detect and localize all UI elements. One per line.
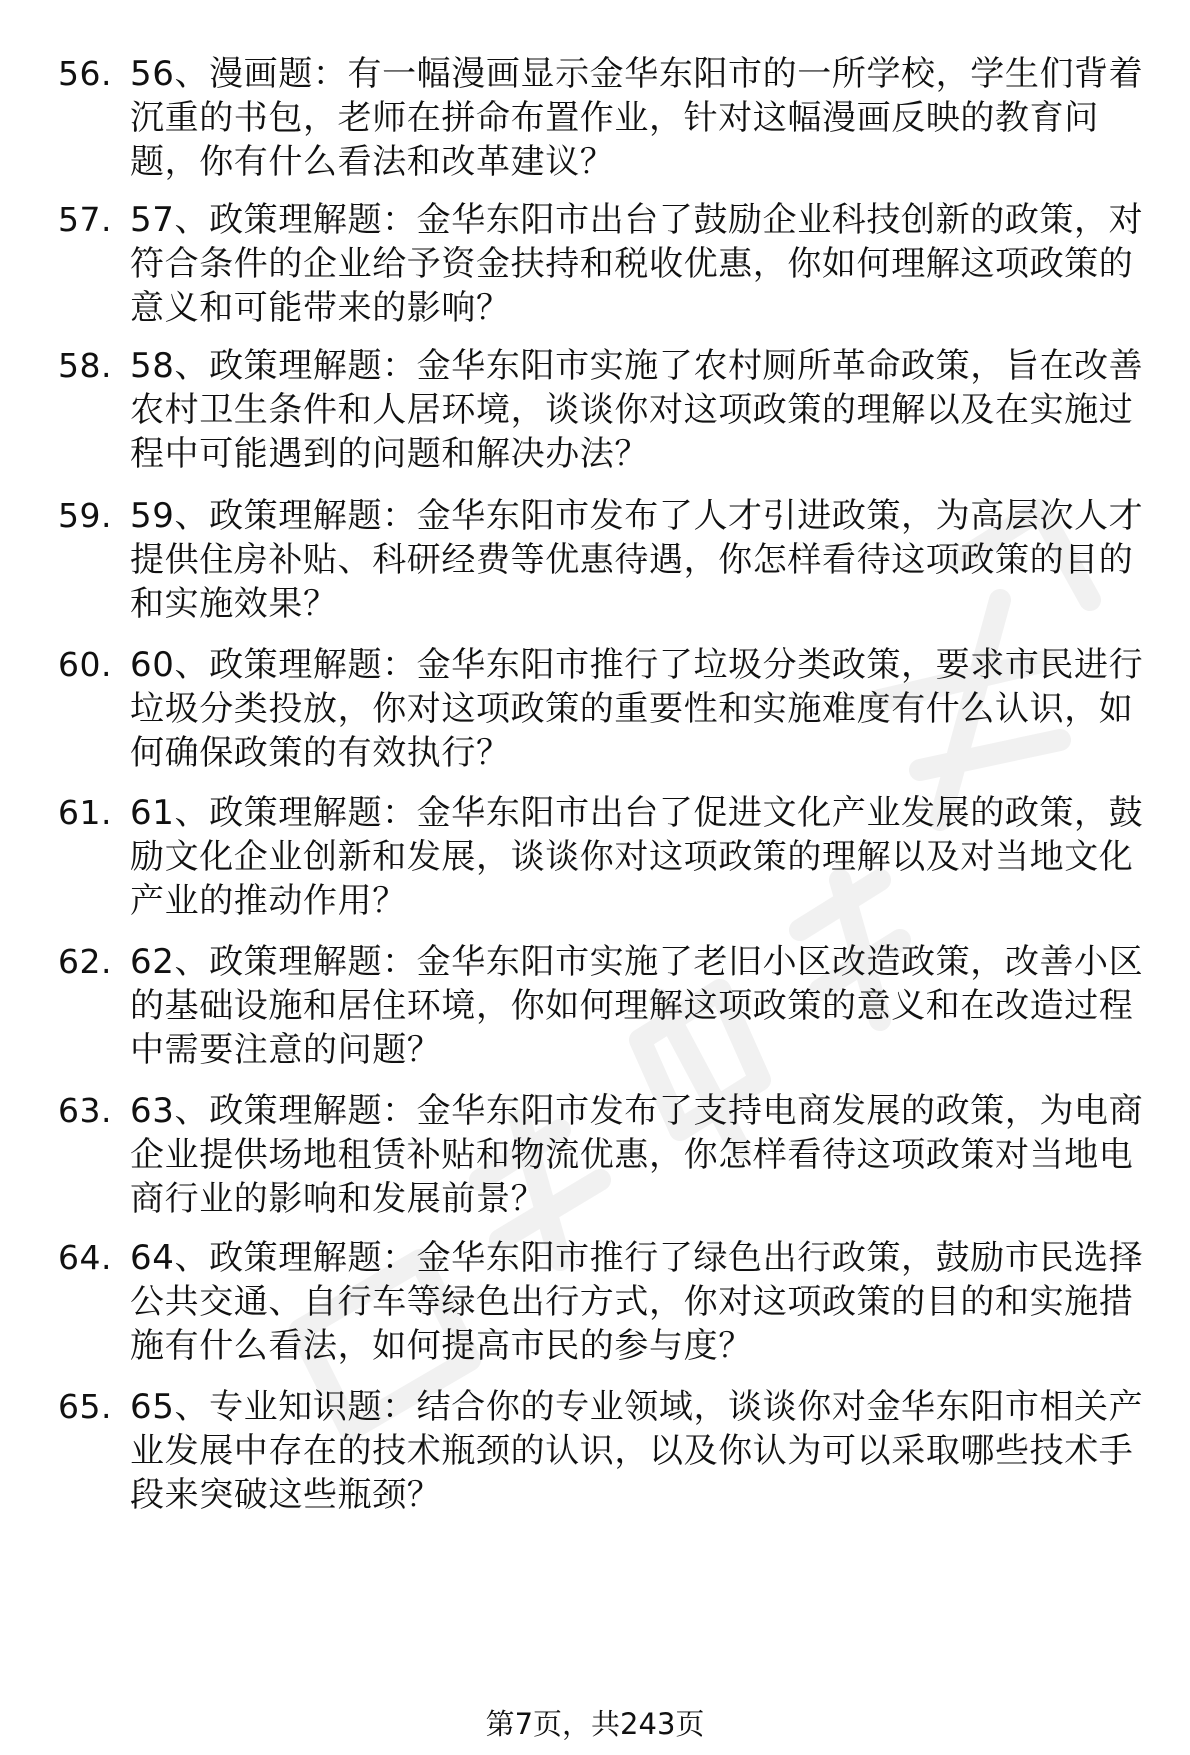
question-number: 59. (58, 496, 112, 535)
question-text: 61、政策理解题：金华东阳市出台了促进文化产业发展的政策，鼓励文化企业创新和发展，谈谈你对这项政策的理解以及对当地文化产业的推动作用？ (130, 793, 1144, 921)
question-number: 65. (58, 1387, 112, 1426)
question-number: 58. (58, 346, 112, 385)
question-text: 56、漫画题：有一幅漫画显示金华东阳市的一所学校，学生们背着沉重的书包，老师在拼命布置作业，针对这幅漫画反映的教育问题，你有什么看法和改革建议？ (130, 54, 1144, 182)
question-text: 62、政策理解题：金华东阳市实施了老旧小区改造政策，改善小区的基础设施和居住环境，你如何理解这项政策的意义和在改造过程中需要注意的问题？ (130, 942, 1144, 1070)
question-number: 56. (58, 54, 112, 93)
question-text: 60、政策理解题：金华东阳市推行了垃圾分类政策，要求市民进行垃圾分类投放，你对这项政策的重要性和实施难度有什么认识，如何确保政策的有效执行？ (130, 645, 1144, 773)
question-number: 57. (58, 200, 112, 239)
question-text: 63、政策理解题：金华东阳市发布了支持电商发展的政策，为电商企业提供场地租赁补贴和物流优惠，你怎样看待这项政策对当地电商行业的影响和发展前景？ (130, 1091, 1144, 1219)
question-number: 63. (58, 1091, 112, 1130)
question-number: 61. (58, 793, 112, 832)
question-text: 58、政策理解题：金华东阳市实施了农村厕所革命政策，旨在改善农村卫生条件和人居环境，谈谈你对这项政策的理解以及在实施过程中可能遇到的问题和解决办法？ (130, 346, 1144, 474)
page-footer: 第7页，共243页 (485, 1707, 705, 1741)
question-number: 60. (58, 645, 112, 684)
question-text: 64、政策理解题：金华东阳市推行了绿色出行政策，鼓励市民选择公共交通、自行车等绿色出行方式，你对这项政策的目的和实施措施有什么看法，如何提高市民的参与度？ (130, 1238, 1144, 1366)
question-number: 64. (58, 1238, 112, 1277)
question-text: 65、专业知识题：结合你的专业领域，谈谈你对金华东阳市相关产业发展中存在的技术瓶颈的认识，以及你认为可以采取哪些技术手段来突破这些瓶颈？ (130, 1387, 1144, 1515)
question-text: 59、政策理解题：金华东阳市发布了人才引进政策，为高层次人才提供住房补贴、科研经费等优惠待遇，你怎样看待这项政策的目的和实施效果？ (130, 496, 1144, 624)
question-text: 57、政策理解题：金华东阳市出台了鼓励企业科技创新的政策，对符合条件的企业给予资金扶持和税收优惠，你如何理解这项政策的意义和可能带来的影响？ (130, 200, 1144, 328)
question-number: 62. (58, 942, 112, 981)
